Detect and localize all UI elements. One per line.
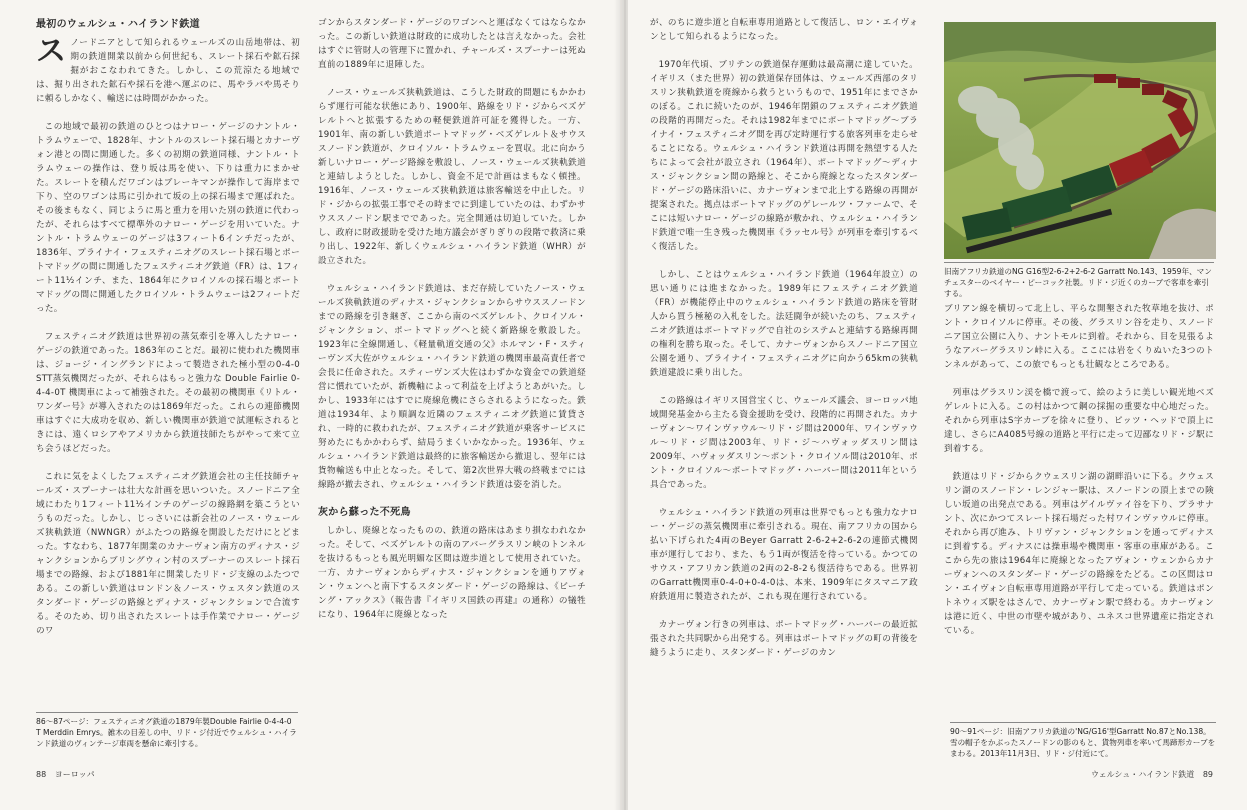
page-number-left: 88 [36,770,47,779]
left-folio [36,769,95,780]
paragraph-16: 列車はグラスリン渓を橋で渡って、絵のように美しい観光地ベズゲレルトに入る。この村はかつて鋼の採掘の重要な中心地だった。それから列車はS字カーブを徐々に登り、ピッツ・ヘッドで頂上に達し、さらにA4085号線の道路と平行に走って辺鄙なリド・ジ駅に到着する。 [944,388,1214,454]
right-folio [1091,769,1213,780]
left-caption [36,712,298,749]
right-column-2 [944,302,1214,712]
right-caption-text: 90～91ページ：旧南アフリカ鉄道の'NG/G16'型Garratt No.87とNo.138。雪の帽子をかぶったスノードンの影のもと、貨物列車を率いて馬蹄形カーブをまわる。2013年11月3日、リド・ジ付近にて。 [950,727,1216,758]
paragraph-17: 鉄道はリド・ジからクウェスリン湖の湖畔沿いに下る。クウェスリン湖のスノードン・レンジャー駅は、スノードンの頂上までの険しい坂道の出発点である。列車はゲイルヴァイ谷を下り、プラサナント、次にかつてスレート採石場だった村ワインヴァウルに停車。それから再び進み、トリヴァン・ジャンクションを通ってディナスに到着する。ディナスには操車場や機関車・客車の車庫がある。ここから先の旅は1964年に廃線となったアヴォン・ウェンからカナーヴォンへのスタンダード・ゲージの路線をたどる。この区間はロン・エイヴォン自転車専用道路が平行して走っている。鉄道はポントネウィズ駅をはさんで、カナーヴォン駅で終わる。カナーヴォンは港に近く、中世の市壁や城があり、ユネスコ世界遺産に指定されている。 [944,472,1214,636]
paragraph-6: ノース・ウェールズ狭軌鉄道は、こうした財政的問題にもかかわらず運行可能な状態にあり、1900年、路線をリド・ジからベズゲレルトへと拡張するための軽便鉄道許可証を獲得した。一方、1901年、南の新しい鉄道ポートマドッグ・ベズゲレルト＆サウススノードン鉄道が、クロイソル・トラムウェーを買収。北に向かう新しいナロー・ゲージ路線を敷設し、ノース・ウェールズ狭軌鉄道と連結しようとした。しかし、資金不足で計画はまもなく頓挫。1916年、ノース・ウェールズ狭軌鉄道は旅客輸送を中止した。リド・ジからの拡張工事でその時までに到達していたのは、わずかサウススノードン駅までであった。完全開通は切迫していた。しかし、政府に財政援助を受けた地方議会がぎりぎりの段階で救済に乗り出し、1922年、新しくウェルシュ・ハイランド鉄道（WHR）が設立された。 [318,88,586,266]
section-title-left: ヨーロッパ [54,770,95,779]
paragraph-2: この地域で最初の鉄道のひとつはナロー・ゲージのナントル・トラムウェーで、1828年、ナントルのスレート採石場とカナーヴォン港との間に開通した。多くの初期の鉄道同様、ナントル・トラムウェーの操作は、登り坂は馬を使い、下りは重力にまかせた。スレートを積んだワゴンはブレーキマンが操作して海岸まで下り、空のワゴンは馬に引かれて坂の上の採石場まで運ばれた。その後まもなく、同じように馬と重力を用いた別の鉄道に代わったが、それらはすべて標準外のナロー・ゲージを用いていた。ナントル・トラムウェーのゲージは3フィート6インチだったが、1836年、プライナイ・フェスティニオグのスレート採石場とポートマドッグの間に開通したフェスティニオグ鉄道（FR）は、1フィート11½インチ、また、1864年にクロイソルの採石場とポートマドッグの間に開通したクロイソル・トラムウェーは2フィートだった。 [36,122,300,314]
section-heading: 最初のウェルシュ・ハイランド鉄道 [36,19,200,30]
paragraph-4: これに気をよくしたフェスティニオグ鉄道会社の主任技師チャールズ・スプーナーは壮大な計画を思いついた。スノードニア全域にわたり1フィート11½インチのゲージの線路網を築こうというものだった。しかし、じっさいには新会社のノース・ウェールズ狭軌鉄道（NWNGR）がふたつの路線を開設しただけにとどまった。すなわち、1877年開業のカナーヴォン南方のディナス・ジャンクションからブリングウィン村のスプーナーのスレート採石場までの路線、および1881年に開業したリド・ジ支線のふたつである。この新しい鉄道はロンドン＆ノース・ウェスタン鉄道のスタンダード・ゲージの路線とディナス・ジャンクションで合流する。そのため、切り出されたスレートは手作業でナロー・ゲージのワ [36,472,300,636]
paragraph-1-text: ノードニアとして知られるウェールズの山岳地帯は、初期の鉄道開業以前から何世紀も、スレート採石や鉱石採掘がおこなわれてきた。しかし、この荒涼たる地域では、掘り出された鉱石や採石を港へ運ぶのに、馬やラバや馬そりに頼るしかなく、輸送には時間がかかった。 [36,38,300,104]
paragraph-12: この路線はイギリス国営宝くじ、ウェールズ議会、ヨーロッパ地域開発基金から主たる資金援助を受け、段階的に再開された。カナーヴォン～ワインヴァウル～リド・ジ間は2000年、ワインヴァウル～リド・ジ間は2003年、リド・ジ～ハヴォッダスリン間は2009年、ハヴォッダスリン～ポント・クロイソル間は2010年、ポント・クロイソル～ポートマドッグ・ハーバー間は2011年という具合であった。 [650,396,918,490]
train-photo [944,22,1216,259]
paragraph-5: ゴンからスタンダード・ゲージのワゴンへと運ばなくてはならなかった。この新しい鉄道は財政的に成功したとは言えなかった。会社はすぐに管財人の管理下に置かれ、チャールズ・スプーナーは死ぬ直前の1889年に退陣した。 [318,18,586,70]
left-caption-text: 86～87ページ：フェスティニオグ鉄道の1879年製Double Fairlie 0-4-4-0 T Merddin Emrys。雑木の目差しの中、リド・ジ付近でウェルシュ・ハイランド鉄道のヴィンテージ車両を懸命に牽引する。 [36,717,297,748]
paragraph-15: ブリアン線を横切って北上し、平らな開墾された牧草地を抜け、ポント・クロイソルに停車。その後、グラスリン谷を走り、スノードニア国立公園に入り、ナントモルに到着。それから、目を見張るようなアバーグラスリン峠に入る。ここには岩をくりぬいた3つのトンネルがあって、この旅でもっとも壮観なところである。 [944,304,1214,370]
train-illustration [944,22,1216,259]
left-page [0,0,620,810]
drop-cap: ス [36,34,67,69]
paragraph-14: カナーヴォン行きの列車は、ポートマドッグ・ハーバーの最近拡張された共同駅から出発する。列車はポートマドッグの町の背後を縫うように走り、スタンダード・ゲージのカン [650,620,918,658]
photo-caption-text: 旧南アフリカ鉄道のNG G16型2-6-2+2-6-2 Garratt No.143、1959年、マンチェスターのベイヤー・ピーコック社製。リド・ジ近くのカーブで客車を牽引する。 [944,267,1212,298]
right-column-1 [650,16,918,756]
left-column-1 [36,16,300,736]
photo-caption [944,262,1214,299]
left-column-2 [318,16,586,756]
paragraph-7: ウェルシュ・ハイランド鉄道は、まだ存続していたノース・ウェールズ狭軌鉄道のディナス・ジャンクションからサウススノードンまでの路線を引き継ぎ、ここから南のベズゲレルト、クロイソル・ジャンクション、ポートマドッグへと続く新路線を敷設した。1923年に全線開通し、《軽量軌道交通の父》ホルマン・F・スティーヴンズ大佐がウェルシュ・ハイランド鉄道の機関車最高責任者で会長に任命された。スティーヴンズ大佐はわずかな資金での鉄道経営に慣れていたが、新機軸によって利益を上げようとあがいた。しかし、1933年にはすでに廃線危機にさらされるようになった。鉄道は1934年、より順調な近隣のフェスティニオグ鉄道に賃貸され、一時的に救われたが、フェスティニオグ鉄道が乗客サービスに努めたにもかかわらず、結局うまくいかなかった。1936年、ウェルシュ・ハイランド鉄道は最終的に旅客輸送から撤退し、翌年には貨物輸送も中止となった。そして、第2次世界大戦の終戦までには線路が撤去され、ウェルシュ・ハイランド鉄道は姿を消した。 [318,284,586,490]
paragraph-9: が、のちに遊歩道と自転車専用道路として復活し、ロン・エイヴォンとして知られるようになった。 [650,18,918,42]
page-number-right: 89 [1202,770,1213,779]
paragraph-11: しかし、ことはウェルシュ・ハイランド鉄道（1964年設立）の思い通りには進まなかった。1989年にフェスティニオグ鉄道（FR）が機能停止中のウェルシュ・ハイランド鉄道の路床を管財人から買う極秘の入札をした。法廷闘争が続いたのち、フェスティニオグ鉄道はポートマドッグで自社のシステムと連結する路線再開の権利を勝ち取った。そして、カナーヴォンからスノードニア国立公園を通り、ブライナイ・フェスティニオグに向かう65kmの狭軌鉄道建設に乗り出した。 [650,270,918,378]
paragraph-3: フェスティニオグ鉄道は世界初の蒸気牽引を導入したナロー・ゲージの鉄道であった。1863年のことだ。最初に使われた機関車は、ジョージ・イングランドによって製造された極小型の0-4-0 STT蒸気機関だったが、それらはもっと強力な Double Fairlie 0-4-4-0T 機関車によって補強された。その最初の機関車《リトル・ワンダー号》が導入されたのは1869年だった。これらの連節機関車はすぐに大成功を収め、新しい機関車が鉄道で試運転されるときには、遠くロシアやアメリカから鉄道技師たちがやって来て立ち会うほどだった。 [36,332,300,454]
paragraph-1 [36,36,300,106]
right-caption [950,722,1216,759]
section-title-right: ウェルシュ・ハイランド鉄道 [1090,770,1195,779]
paragraph-8: しかし、廃線となったものの、鉄道の路床はあまり損なわれなかった。そして、ベズゲレルトの南のアバーグラスリン峡のトンネルを抜けるもっとも風光明媚な区間は遊歩道として使用されていた。一方、カナーヴォンからディナス・ジャンクションを通りアヴォン・ウェンへと南下するスタンダード・ゲージの路線は、《ビーチング・アックス》（報告書『イギリス国鉄の再建』の通称）の犠牲になり、1964年に廃線となった [318,526,586,620]
subheading: 灰から蘇った不死鳥 [318,507,411,518]
paragraph-10: 1970年代頃、ブリテンの鉄道保存運動は最高潮に達していた。イギリス（また世界）初の鉄道保存団体は、ウェールズ西部のタリスリン狭軌鉄道を廃線から救うというもので、1951年にまでさかのぼる。これに続いたのが、1946年閉鎖のフェスティニオグ鉄道の段階的再開だった。それは1982年までにポートマドッグ～ブライナイ・フェスティニオグ間を再び定時運行する旅客列車を走らせることになる。ウェルシュ・ハイランド鉄道は再開を熱望する人たちによって会社が設立され（1964年）、ポートマドッグ～ディナス・ジャンクション間の路線と、そこから廃線となったスタンダード・ゲージの路床沿いに、カナーヴォンまで北上する路線の再開が提案された。拠点はポートマドッグのゲレールツ・ファームで、そこには短いナロー・ゲージの線路が敷かれ、ウェルシュ・ハイランド鉄道で唯一生き残った機関車《ラッセル号》が列車を牽引するべく復活した。 [650,60,918,252]
paragraph-13: ウェルシュ・ハイランド鉄道の列車は世界でもっとも強力なナロー・ゲージの蒸気機関車に牽引される。現在、南アフリカの国から払い下げられた4両のBeyer Garratt 2-6-2+2-6-2の連節式機関車が運行しており、また、もう1両が復活を待っている。かつてのサウス・アフリカン鉄道の2両の2-8-2も復活待ちである。世界初のGarratt機関車0-4-0+0-4-0は、本来、1909年にタスマニア政府鉄道用に製造されたが、これも現在運行されている。 [650,508,918,602]
